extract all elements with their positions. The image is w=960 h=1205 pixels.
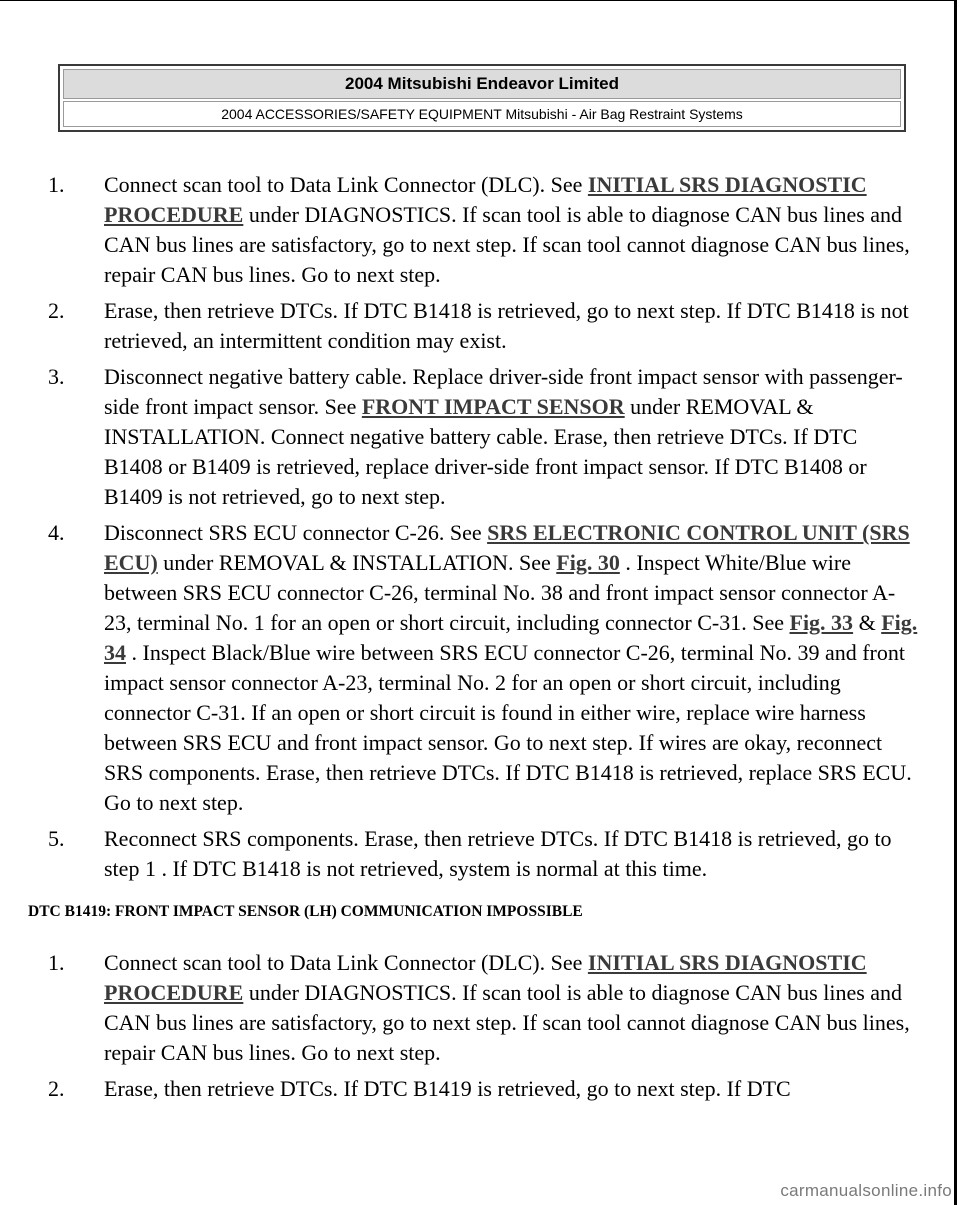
step-number: 3.	[48, 364, 65, 389]
step-number: 4.	[48, 520, 65, 545]
document-subtitle: 2004 ACCESSORIES/SAFETY EQUIPMENT Mitsubishi - Air Bag Restraint Systems	[63, 101, 901, 127]
step-number: 1.	[48, 172, 65, 197]
step-text: Connect scan tool to Data Link Connector (DLC). See	[104, 172, 588, 197]
list-item	[40, 170, 920, 290]
link-srs-ecu[interactable]: SRS ELECTRONIC CONTROL UNIT (SRS ECU)	[104, 520, 910, 575]
step-text: &	[853, 610, 882, 635]
step-text: Disconnect negative battery cable. Replace driver-side front impact sensor with passenger-side front impact sensor. See	[104, 364, 903, 419]
procedure-list-b1418	[40, 170, 920, 884]
link-front-impact-sensor[interactable]: FRONT IMPACT SENSOR	[361, 394, 625, 419]
step-text: under REMOVAL & INSTALLATION. Connect negative battery cable. Erase, then retrieve DTCs. If DTC B1408 or B1409 is retrieved, replace driver-side front impact sensor. If DTC B1408 or B1409 is not retrieved, go to next step.	[104, 394, 867, 509]
step-number: 5.	[48, 826, 65, 851]
procedure-list-b1419	[40, 948, 920, 1104]
step-text: Erase, then retrieve DTCs. If DTC B1419 is retrieved, go to next step. If DTC	[104, 1076, 791, 1101]
list-item	[40, 518, 920, 818]
link-initial-srs-diagnostic-procedure[interactable]: INITIAL SRS DIAGNOSTIC PROCEDURE	[104, 950, 867, 1005]
list-item	[40, 296, 920, 356]
list-item	[40, 362, 920, 512]
page-top-border	[0, 0, 955, 1]
list-item	[40, 824, 920, 884]
step-text: Reconnect SRS components. Erase, then retrieve DTCs. If DTC B1418 is retrieved, go to step 1 . If DTC B1418 is not retrieved, system is normal at this time.	[104, 826, 892, 881]
step-text: under DIAGNOSTICS. If scan tool is able to diagnose CAN bus lines and CAN bus lines are satisfactory, go to next step. If scan tool cannot diagnose CAN bus lines, repair CAN bus lines. Go to next step.	[104, 202, 910, 287]
step-number: 2.	[48, 298, 65, 323]
step-number: 2.	[48, 1076, 65, 1101]
step-text: Connect scan tool to Data Link Connector (DLC). See	[104, 950, 588, 975]
step-text: Erase, then retrieve DTCs. If DTC B1418 is retrieved, go to next step. If DTC B1418 is not retrieved, an intermittent condition may exist.	[104, 298, 909, 353]
link-initial-srs-diagnostic-procedure[interactable]: INITIAL SRS DIAGNOSTIC PROCEDURE	[104, 172, 867, 227]
step-text: under REMOVAL & INSTALLATION. See	[157, 550, 557, 575]
document-body	[28, 170, 920, 1110]
document-title: 2004 Mitsubishi Endeavor Limited	[63, 69, 901, 99]
step-text: Disconnect SRS ECU connector C-26. See	[104, 520, 488, 545]
step-text: under DIAGNOSTICS. If scan tool is able to diagnose CAN bus lines and CAN bus lines are satisfactory, go to next step. If scan tool cannot diagnose CAN bus lines, repair CAN bus lines. Go to next step.	[104, 980, 910, 1065]
document-header	[58, 64, 906, 132]
list-item	[40, 1074, 920, 1104]
step-text: . Inspect Black/Blue wire between SRS ECU connector C-26, terminal No. 39 and front impact sensor connector A-23, terminal No. 2 for an open or short circuit, including connector C-31. If an open or short circuit is found in either wire, replace wire harness between SRS ECU and front impact sensor. Go to next step. If wires are okay, reconnect SRS components. Erase, then retrieve DTCs. If DTC B1418 is retrieved, replace SRS ECU. Go to next step.	[104, 640, 912, 815]
step-number: 1.	[48, 950, 65, 975]
watermark: carmanualsonline.info	[780, 1181, 952, 1200]
link-fig-34[interactable]: Fig. 34	[104, 610, 918, 665]
step-text: . Inspect White/Blue wire between SRS ECU connector C-26, terminal No. 38 and front impact sensor connector A-23, terminal No. 1 for an open or short circuit, including connector C-31. See	[104, 550, 896, 635]
page-right-border	[954, 0, 957, 1205]
list-item	[40, 948, 920, 1068]
link-fig-33[interactable]: Fig. 33	[789, 610, 854, 635]
section-heading-b1419: DTC B1419: FRONT IMPACT SENSOR (LH) COMMUNICATION IMPOSSIBLE	[28, 903, 583, 920]
link-fig-30[interactable]: Fig. 30	[556, 550, 620, 575]
